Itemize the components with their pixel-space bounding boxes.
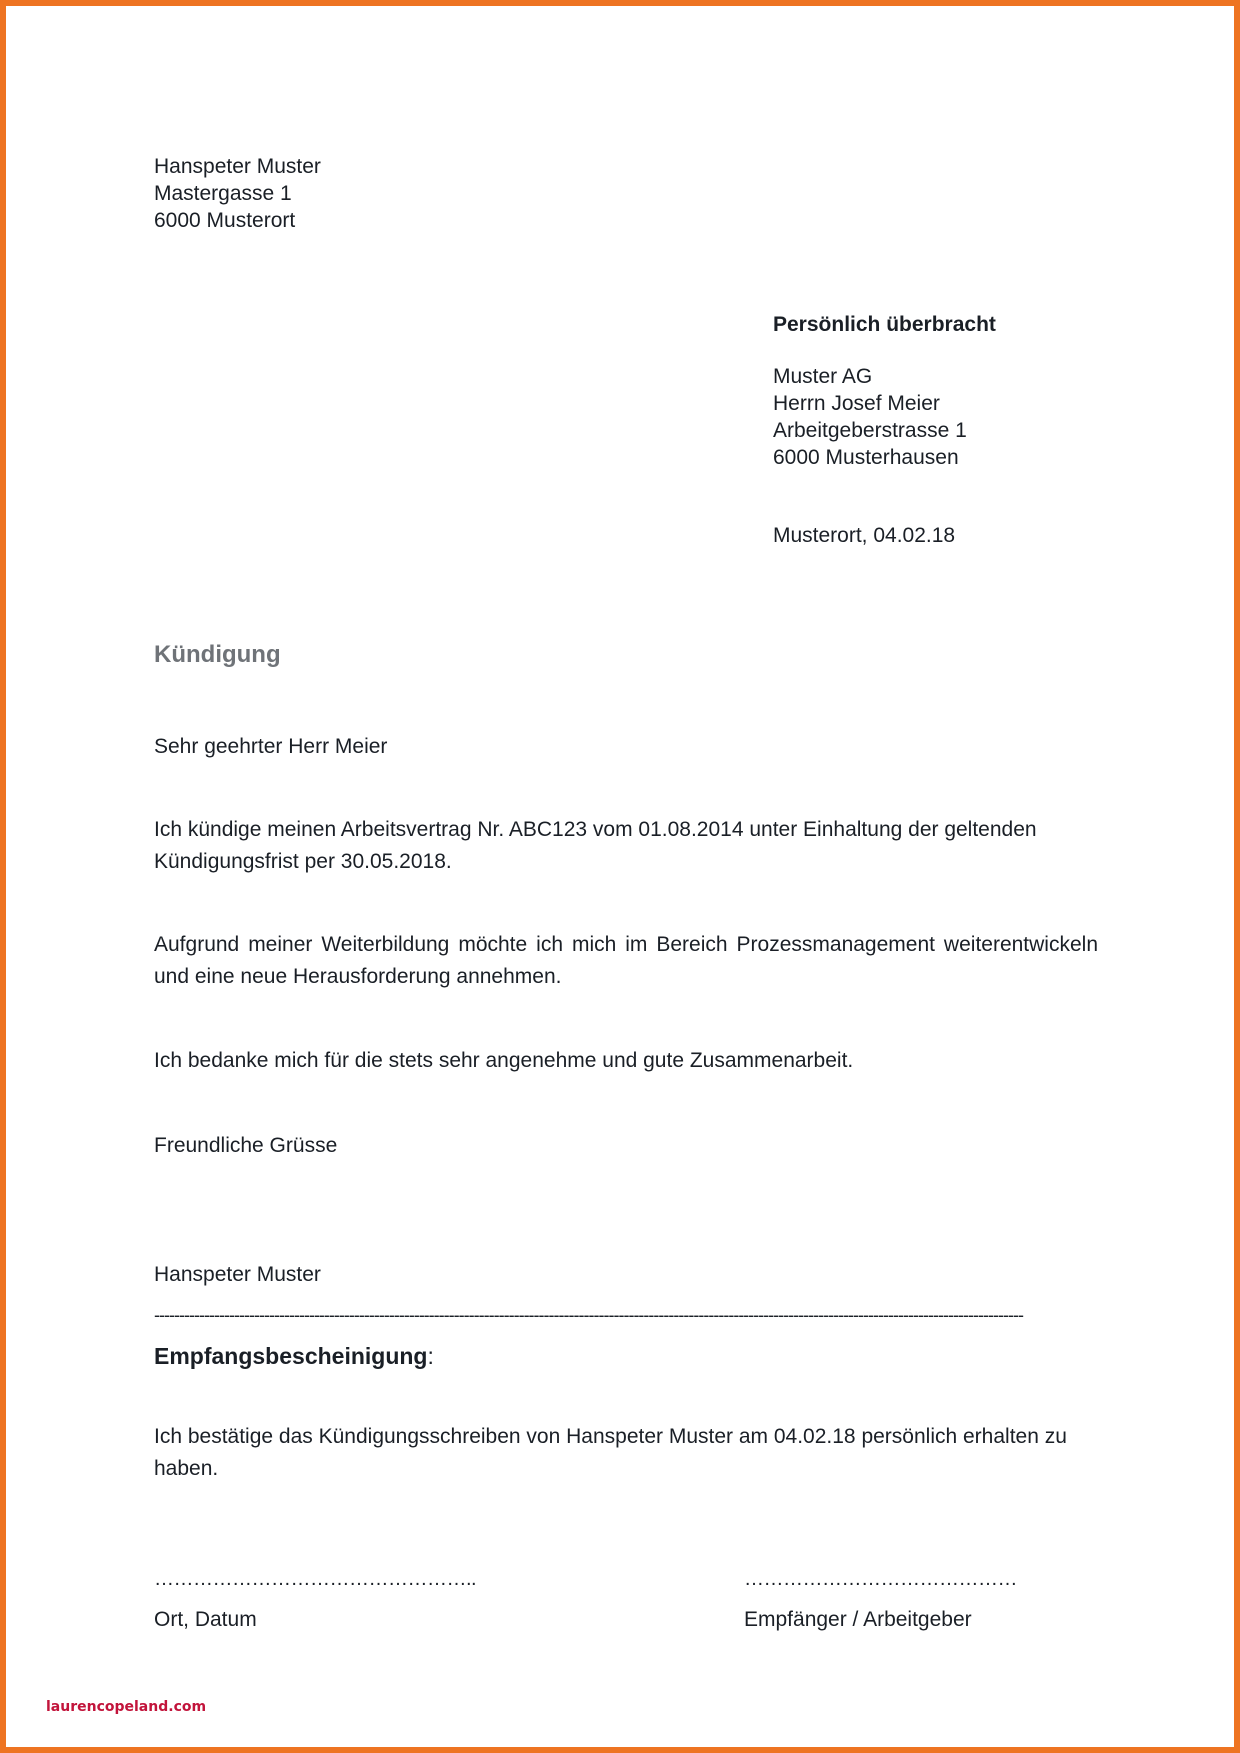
receipt-text: Ich bestätige das Kündigungsschreiben von Hanspeter Muster am 04.02.18 persönlich erhalten zu haben.: [154, 1425, 1067, 1480]
delivery-note: Persönlich überbracht: [773, 313, 996, 336]
sender-street: Mastergasse 1: [154, 182, 292, 205]
subject-heading: Kündigung: [154, 641, 281, 668]
sender-name: Hanspeter Muster: [154, 155, 321, 178]
receipt-title-colon: :: [427, 1343, 434, 1369]
closing: Freundliche Grüsse: [154, 1134, 338, 1157]
recipient-street: Arbeitgeberstrasse 1: [773, 419, 967, 442]
place-date-label: Ort, Datum: [154, 1608, 257, 1631]
sender-city: 6000 Musterort: [154, 209, 296, 232]
recipient-city: 6000 Musterhausen: [773, 446, 959, 469]
employer-label: Empfänger / Arbeitgeber: [744, 1608, 972, 1631]
separator-line: ------------------------------------------------------------------------------------------------------------------------------------------------------------------------------: [154, 1306, 1023, 1324]
recipient-contact: Herrn Josef Meier: [773, 392, 940, 415]
body-paragraph-reason: Aufgrund meiner Weiterbildung möchte ich mich im Bereich Prozessmanagement weiterentwickeln und eine neue Herausforderung annehmen.: [154, 933, 1098, 988]
receipt-title-row: [154, 1343, 434, 1370]
signature-name: Hanspeter Muster: [154, 1263, 321, 1286]
body-paragraph-thanks: Ich bedanke mich für die stets sehr angenehme und gute Zusammenarbeit.: [154, 1049, 854, 1072]
recipient-company: Muster AG: [773, 365, 873, 388]
body-paragraph-contract: Ich kündige meinen Arbeitsvertrag Nr. ABC123 vom 01.08.2014 unter Einhaltung der geltenden Kündigungsfrist per 30.05.2018.: [154, 818, 1037, 873]
salutation: Sehr geehrter Herr Meier: [154, 735, 388, 758]
place-date: Musterort, 04.02.18: [773, 524, 956, 547]
receipt-title: Empfangsbescheinigung: [154, 1343, 428, 1369]
watermark-text: laurencopeland.com: [46, 1699, 207, 1715]
employer-signature-line: ……………………………………: [744, 1568, 1017, 1590]
place-date-signature-line: …………………………………………..: [154, 1568, 477, 1590]
